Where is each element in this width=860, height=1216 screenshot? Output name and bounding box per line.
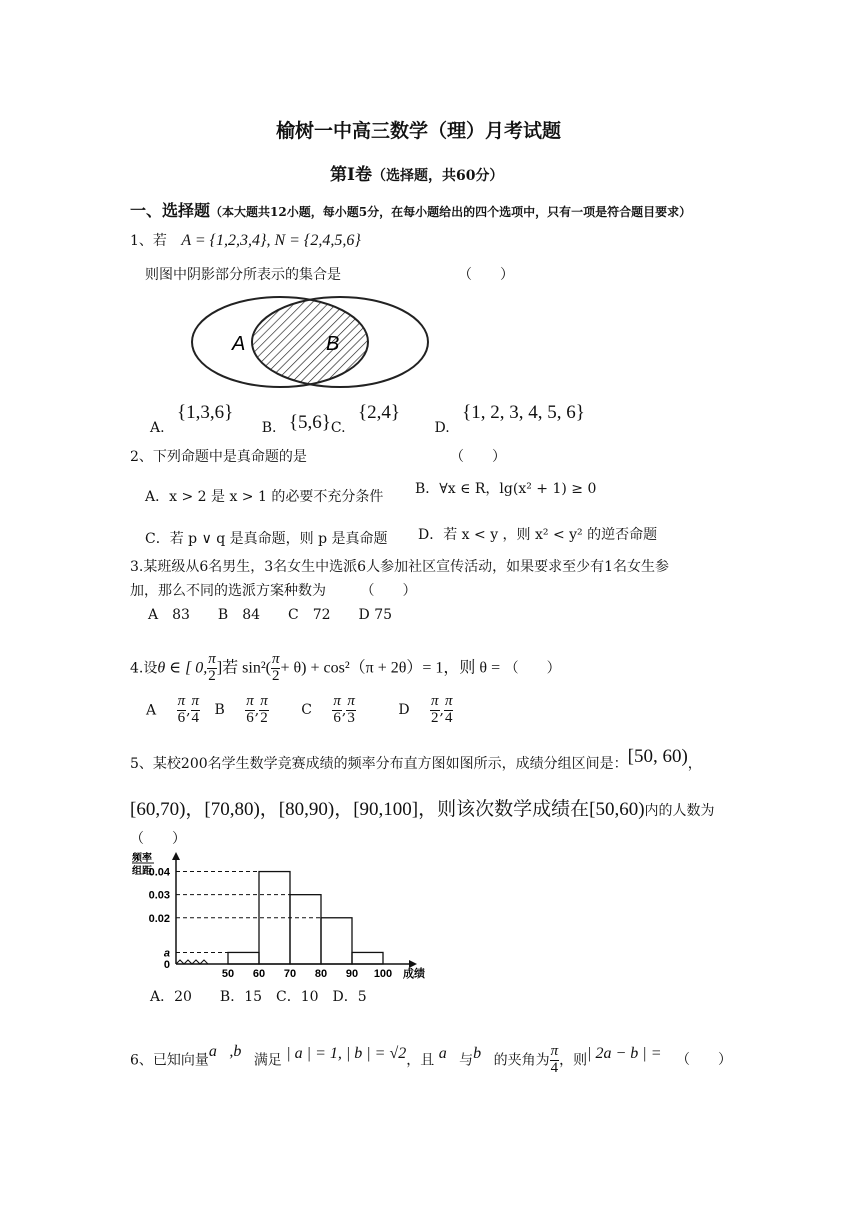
q6-cond: | a | = 1, | b | = √2 [286, 1045, 407, 1063]
x-tick-label: 80 [314, 968, 328, 980]
q4-frac-b1-num: π [246, 693, 254, 709]
q3-options: A 83 B 84 C 72 D 75 [148, 607, 393, 623]
y-tick-label: 0.03 [148, 889, 170, 902]
q1-opt-a: {1,3,6} [177, 402, 234, 423]
q2-opt-c: C．若 p ∨ q 是真命题，则 p 是真命题 [145, 531, 388, 547]
q6-vec-a: a⃗ [438, 1045, 460, 1063]
q4-frac-a1-num: π [177, 693, 186, 709]
q4-opt-d: D [398, 702, 410, 719]
q4-frac-a1 [177, 694, 187, 727]
section-title: 一、选择题 [130, 201, 211, 220]
q6-prefix: 6、已知向量 [130, 1052, 209, 1069]
section-note: （本大题共12小题，每小题5分，在每小题给出的四个选项中，只有一项是符合题目要求） [210, 205, 692, 219]
q6-pi: π [550, 1043, 559, 1059]
y-tick-label: 0.04 [148, 866, 170, 879]
q4-frac-a1-den: 6 [177, 709, 186, 726]
venn-label-a: A [232, 333, 246, 355]
volume-heading [330, 160, 503, 185]
q6-paren: （ ） [675, 1052, 732, 1069]
q4-prefix: 4.设 [130, 660, 158, 677]
q3-stem-line1: 3.某班级从6名男生，3名女生中选派6人参加社区宣传活动，如果要求至少有1名女生参 [130, 559, 669, 575]
q5-interval1: [50, 60) [627, 746, 688, 767]
q6-line [130, 1044, 732, 1077]
q1-opt-c: {2,4} [358, 402, 401, 423]
y-tick-label: a [163, 947, 170, 960]
page-title: 榆树一中高三数学（理）月考试题 [276, 120, 562, 142]
q1-opt-a-label: A. [150, 420, 165, 436]
q6-pi-over-4 [550, 1044, 560, 1077]
q4-opt-b: B [214, 702, 225, 719]
q4-frac-c2-den: 3 [347, 709, 355, 726]
histogram-bar [352, 952, 383, 964]
q4-frac-c1-den: 6 [333, 709, 341, 726]
q4-opt-a: A [146, 702, 157, 719]
q1-line [130, 230, 361, 250]
x-tick-label: 50 [221, 968, 235, 980]
q4-theta: θ ∈ [ 0, [157, 659, 208, 677]
q1-paren: （ ） [458, 267, 514, 283]
q4-frac-a2-num: π [191, 693, 200, 709]
histogram-bar [290, 895, 321, 964]
y-tick-label: 0 [163, 959, 170, 971]
q5-comma: ， [687, 756, 702, 772]
q1-options [150, 402, 585, 436]
q2-opt-d: D．若 x < y ，则 x² < y² 的逆否命题 [418, 527, 658, 543]
q4-two: 2 [208, 667, 216, 684]
histogram-bar [321, 918, 352, 964]
volume-label: 第Ⅰ卷 [330, 165, 372, 185]
q6-angle: 的夹角为 [493, 1052, 550, 1069]
q2-opt-b: B．∀x ∈ R，lg(x² + 1) ≥ 0 [415, 481, 597, 497]
volume-note: （选择题，共60分） [371, 168, 504, 184]
q5-intervals: [60,70)，[70,80)，[80,90)，[90,100]，则该次数学成绩在 [130, 799, 590, 820]
q4-paren: （ ） [504, 660, 561, 677]
q1-sets: A = {1,2,3,4}, N = {2,4,5,6} [181, 232, 361, 249]
x-tick-label: 60 [252, 968, 266, 980]
section-heading [130, 198, 691, 221]
q1-stem-text: 则图中阴影部分所表示的集合是 [145, 267, 341, 283]
q3-stem-line2-text: 加，那么不同的选派方案种数为 [130, 583, 326, 599]
q6-ask: ，则 [559, 1052, 588, 1069]
q4-frac-c2-num: π [347, 693, 355, 709]
q6-and: 与 [459, 1052, 474, 1069]
q5-interval-target: [50,60) [589, 799, 645, 820]
q4-frac-b2-den: 2 [260, 709, 268, 726]
q2-paren: （ ） [450, 449, 506, 465]
q4-frac-a2 [191, 694, 201, 727]
q1-prefix: 1、若 [130, 233, 167, 249]
q1-opt-b: {5,6} [288, 412, 331, 433]
q4-frac-b1 [245, 694, 255, 727]
q5-paren: （ ） [130, 831, 186, 847]
x-axis-label: 成绩 [403, 968, 425, 980]
venn-diagram [180, 290, 430, 390]
q4-cond2: + θ) + cos²（π + 2θ）= 1，则 θ = [280, 659, 501, 677]
q4-cond: ]若 sin²( [216, 659, 271, 677]
q5-options: A．20 B．15 C．10 D．5 [150, 989, 367, 1005]
q2-stem: 2、下列命题中是真命题的是 [130, 449, 307, 465]
x-tick-label: 90 [345, 968, 359, 980]
q6-four: 4 [550, 1059, 559, 1076]
q4-frac-b2 [259, 694, 269, 727]
q4-options: A $\frac{\pi}{6}$ , $\frac{\pi}{4}$ B $\frac{\pi}{6}$ , $\frac{\pi}{2}$ C $\frac{\pi}{6}$ , $\frac{\pi}{3}$ D $\frac{\pi}{2}$ , $\frac{\pi}{4}$ [146, 693, 453, 726]
q1-stem [145, 264, 341, 284]
q4-frac-c2 [346, 694, 356, 727]
q4-frac-d1 [430, 694, 440, 727]
q5-stem-tail: 内的人数为 [644, 803, 715, 819]
q4-frac-c1-num: π [333, 693, 341, 709]
y-axis-arrow [172, 852, 180, 860]
q5-line2 [130, 794, 715, 821]
q4-frac-d2-den: 4 [444, 709, 453, 726]
y-tick-label: 0.02 [148, 912, 170, 925]
x-axis-arrow [409, 960, 417, 968]
x-tick-label: 70 [283, 968, 297, 980]
q6-vec-b: b⃗ [473, 1045, 494, 1063]
q4-line [130, 652, 561, 685]
q6-vectors: a⃗,b⃗ [208, 1043, 254, 1061]
y-label-top: 频率 [132, 853, 152, 864]
q1-opt-d-label: D. [434, 420, 450, 436]
q4-two-b: 2 [271, 667, 280, 684]
q6-expr: | 2a − b | = [587, 1045, 662, 1063]
q1-opt-d: {1, 2, 3, 4, 5, 6} [462, 402, 585, 423]
q6-mid: 满足 [253, 1052, 282, 1069]
q1-opt-c-label: C. [330, 420, 346, 436]
q5-line1 [130, 746, 702, 774]
histogram-bar [228, 952, 259, 964]
venn-label-b: B [326, 333, 340, 355]
histogram-chart [128, 852, 448, 982]
q4-pi-over-2 [207, 652, 217, 685]
q2-opt-a: A．x > 2 是 x > 1 的必要不充分条件 [145, 489, 384, 505]
q4-frac-c1 [332, 694, 342, 727]
q4-frac-d2-num: π [444, 693, 453, 709]
q1-opt-b-label: B. [261, 420, 277, 436]
q3-stem-line2 [130, 580, 416, 600]
q4-frac-b1-den: 6 [246, 709, 254, 726]
q6-mid2: ，且 [406, 1052, 435, 1069]
q4-pi: π [208, 651, 216, 667]
x-tick-label: 100 [373, 968, 393, 980]
q4-frac-d1-num: π [431, 693, 439, 709]
y-label-bottom: 组距 [132, 866, 152, 877]
q5-stem-line1: 5、某校200名学生数学竞赛成绩的频率分布直方图如图所示，成绩分组区间是： [130, 756, 628, 772]
q4-opt-c: C [301, 702, 312, 719]
q4-frac-d1-den: 2 [431, 709, 439, 726]
q4-frac-b2-num: π [260, 693, 268, 709]
q4-frac-a2-den: 4 [191, 709, 200, 726]
q4-pi-b: π [271, 651, 280, 667]
q4-frac-d2 [444, 694, 454, 727]
q3-paren: （ ） [360, 583, 417, 599]
